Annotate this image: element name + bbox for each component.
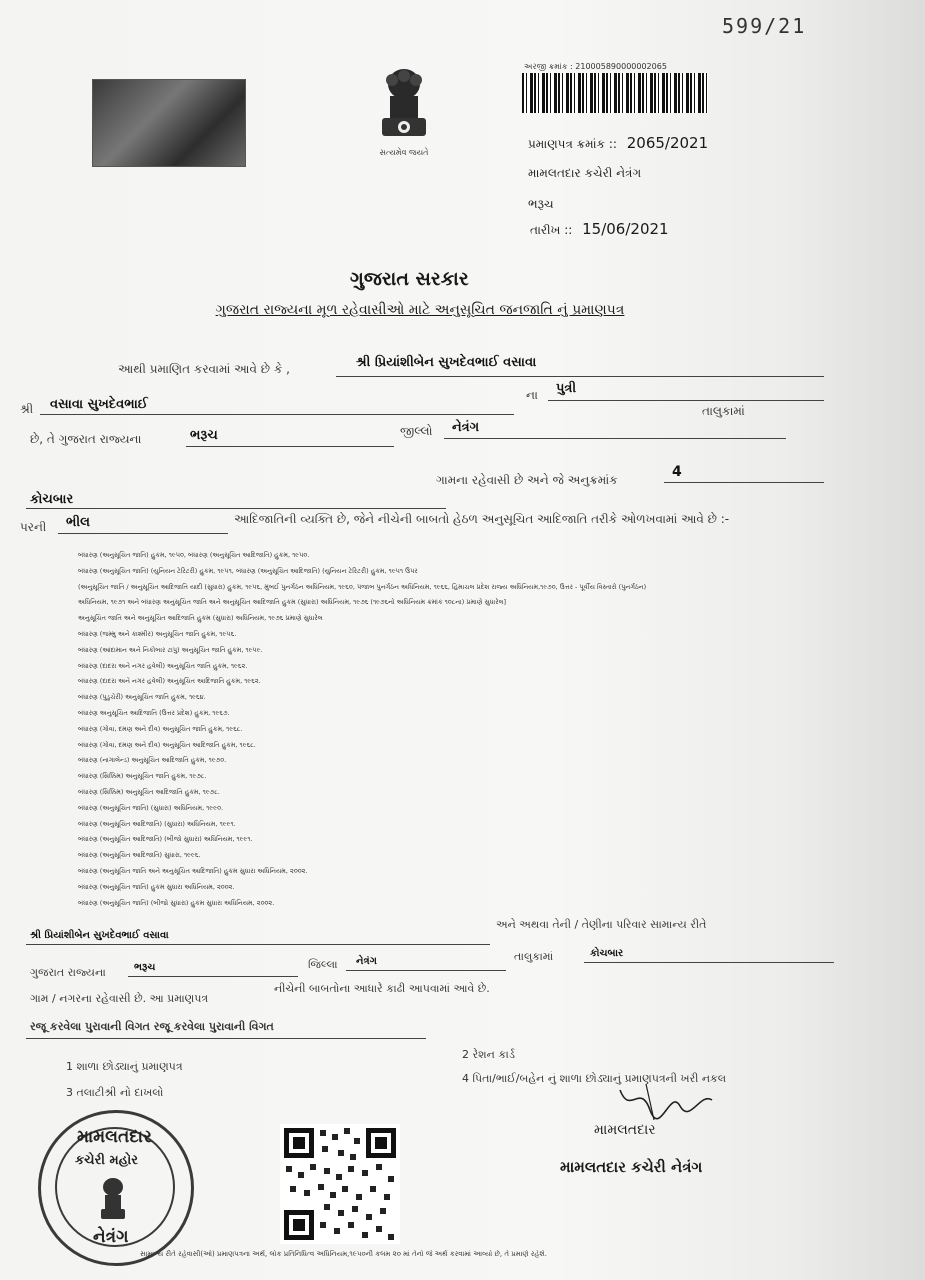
issue-date-label: તારીખ :: [530,223,573,237]
footer-note: સામાન્ય રીતે રહેવાસી(ઓ) પ્રમાણપત્રના અર્થ, લોક પ્રતિનિધિત્વ અધિનિયમ,૧૯૫૦ની કલમ ૨૦ માં તેનો જે અર્થ કરવામાં આવ્યો છે, તે પ્રમાણે રહેશે. [140,1250,547,1258]
act-item: બંધારણ (અનુસૂચિત જાતિ) (સુધારા) અધિનિયમ, ૧૯૯૦. [78,803,224,812]
act-item: બંધારણ (અનુસૂચિત જાતિ) (બીજો સુધારા) હુકમ સુધારા અધિનિયમ, ૨૦૦૨. [78,898,275,907]
stamp-text-middle: કચેરી મહોર [75,1153,138,1168]
office-stamp [38,1110,194,1266]
act-item: બંધારણ (આંદામાન અને નિકોબાર ટાપુ) અનુસૂચિત જાતિ હુકમ, ૧૯૫૯. [78,645,263,654]
act-item: બંધારણ (ગોવા, દમણ અને દીવ) અનુસૂચિત આદિજાતિ હુકમ, ૧૯૬૮. [78,740,256,749]
qr-code [280,1124,400,1244]
document-subtitle: ગુજરાત રાજ્યના મૂળ રહેવાસીઓ માટે અનુસૂચિત જનજાતિ નું પ્રમાણપત્ર [215,302,625,318]
serial-number: 4 [672,464,682,480]
cert-number-label: પ્રમાણપત્ર ક્રમાંક :: [528,137,617,151]
act-item: (અનુસૂચિત જાતિ / અનુસૂચિત આદિજાતિ યાદી (સુધારા) હુકમ, ૧૯૫૬, મુંબઈ પુનર્ગઠન અધિનિયમ, ૧૯૬૦, પંજાબ પુનર્ગઠન અધિનિયમ, ૧૯૬૬, હિમાચલ પ્રદેશ રાજ્ય અધિનિયમ,૧૯૭૦, ઉત્તર - પૂર્વીય વિસ્તારો (પુનર્ગઠન) [78,582,647,591]
body-taluka: નેત્રંગ [452,420,480,435]
act-item: બંધારણ (અનુસૂચિત આદિજાતિ) સુધારા, ૧૯૯૬. [78,851,201,860]
residence-text: ગામ / નગરના રહેવાસી છે. આ પ્રમાણપત્ર [30,992,209,1005]
father-name: વસાવા સુખદેવભાઈ [50,397,148,412]
document-item: 4 પિતા/ભાઈ/બહેન નું શાળા છોડ્યાનું પ્રમાણપત્રની ખરી નકલ [462,1072,727,1085]
na-label: ના [526,388,538,402]
family-text: અને અથવા તેની / તેણીના પરિવાર સામાન્ય રીતે [496,918,707,931]
lower-district: ભરૂચ [134,962,156,973]
applicant-photo [92,79,246,167]
lower-district-label: જિલ્લા [308,958,338,971]
issue-date-row [530,220,669,238]
act-item: બંધારણ (અનુસૂચિત જાતિ) હુકમ, ૧૯૫૦, બંધારણ (અનુસૂચિત આદિજાતિ) હુકમ, ૧૯૫૦. [78,551,310,559]
district-label: જીલ્લો [400,424,433,438]
acts-list [78,548,798,911]
act-item: બંધારણ (સિક્કિમ) અનુસૂચિત જાતિ હુકમ, ૧૯૭૮. [78,772,207,781]
body-district: ભરૂચ [190,428,218,443]
state-text: છે, તે ગુજરાત રાજ્યના [30,432,142,446]
act-item: અનુસૂચિત જાતિ અને અનુસૂચિત આદિજાતિ હુકમ (સુધારા) અધિનિયમ, ૧૯૭૬ પ્રમાણે સુધારેલ [78,614,323,623]
issue-date: 15/06/2021 [582,220,669,238]
village-text: ગામના રહેવાસી છે અને જે અનુક્રમાંક [436,473,618,487]
tribe-name: ભીલ [66,515,90,530]
taluka-label: તાલુકામાં [702,404,745,418]
issuing-office: મામલતદાર કચેરી નેત્રંગ [528,166,642,180]
act-item: બંધારણ (સિક્કિમ) અનુસૂચિત આદિજાતિ હુકમ, ૧૯૭૮. [78,787,220,796]
signature-icon [610,1080,720,1124]
basis-text: નીચેની બાબતોના આધારે કાઢી આપવામાં આવે છે. [274,982,490,995]
act-item: બંધારણ (અનુસૂચિત આદિજાતિ) (બીજો સુધારા) અધિનિયમ, ૧૯૯૧. [78,835,253,844]
village-name: કોચબાર [30,492,74,507]
document-item: 2 રેશન કાર્ડ [462,1048,515,1061]
lower-village: કોચબાર [590,948,624,959]
cert-number-row [528,134,708,152]
application-number: અરજી ક્રમાંક : 210005890000002065 [524,62,667,71]
lower-taluka: નેત્રંગ [356,956,377,967]
tribe-prefix: પરની [20,520,47,534]
act-item: બંધારણ (દાદરા અને નગર હવેલી) અનુસૂચિત આદિજાતિ હુકમ, ૧૯૬૨. [78,677,261,686]
act-item: બંધારણ (ગોવા, દમણ અને દીવ) અનુસૂચિત જાતિ હુકમ, ૧૯૬૮. [78,724,243,733]
shri-label: શ્રી [20,402,34,416]
stamp-text-bottom: નેત્રંગ [93,1227,129,1247]
signatory-office: મામલતદાર કચેરી નેત્રંગ [560,1158,703,1176]
stamp-text-top: મામલતદાર [77,1127,152,1147]
emblem-caption: સત્યમેવ જયતે [379,148,429,157]
act-item: બંધારણ (જમ્મુ અને કાશ્મીર) અનુસૂચિત જાતિ હુકમ, ૧૯૫૬. [78,629,237,638]
national-emblem-icon [368,64,440,156]
tribe-text: આદિજાતિની વ્યક્તિ છે, જેને નીચેની બાબતો હેઠળ અનુસૂચિત આદિજાતિ તરીકે ઓળખવામાં આવે છે :- [234,512,730,526]
document-title: ગુજરાત સરકાર [350,268,469,290]
act-item: બંધારણ (અનુસૂચિત આદિજાતિ) (સુધારા) અધિનિયમ, ૧૯૯૧. [78,819,236,828]
handwritten-reference: 599/21 [722,14,807,38]
document-item: 1 શાળા છોડ્યાનું પ્રમાણપત્ર [66,1060,183,1073]
holder-name: શ્રી પ્રિયાંશીબેન સુખદેવભાઈ વસાવા [356,355,537,370]
stamp-emblem-icon [93,1175,133,1223]
act-item: બંધારણ (પુડુચેરી) અનુસૂચિત જાતિ હુકમ, ૧૯૬૪. [78,693,206,702]
act-item: બંધારણ (અનુસૂચિત જાતિ અને અનુસૂચિત આદિજાતિ) હુકમ સુધારા અધિનિયમ, ૨૦૦૨. [78,866,308,875]
act-item: બંધારણ અનુસૂચિત આદિજાતિ (ઉત્તર પ્રદેશ) હુકમ, ૧૯૬૭. [78,708,230,717]
barcode [522,73,708,113]
relation: પુત્રી [556,381,577,396]
certified-text: આથી પ્રમાણિત કરવામાં આવે છે કે , [118,362,290,376]
signatory-title: મામલતદાર [594,1122,656,1138]
issuing-district: ભરૂચ [528,197,554,211]
state-label: ગુજરાત રાજ્યના [30,966,106,979]
lower-taluka-label: તાલુકામાં [514,950,554,963]
document-item: 3 તલાટીશ્રી નો દાખલો [66,1086,164,1099]
cert-number: 2065/2021 [626,134,709,152]
act-item: અધિનિયમ, ૧૯૭૧ અને બંધારણ અનુસૂચિત જાતિ અને અનુસૂચિત આદિજાતિ હુકમ (સુધારા) અધિનિયમ, ૧૯૭૬ (૧૯૭૬નો અધિનિયમ ક્રમાંક ૧૦૮ના) પ્રમાણે સુધારેલ] [78,598,507,607]
act-item: બંધારણ (અનુસૂચિત જાતિ) (યુનિયન ટેરિટરી) હુકમ, ૧૯૫૧, બંધારણ (અનુસૂચિત આદિજાતિ) (યુનિયન ટેરિટરી) હુકમ, ૧૯૫૧ ઉપર [78,566,418,575]
act-item: બંધારણ (અનુસૂચિત જાતિ) હુકમ સુધારા અધિનિયમ, ૨૦૦૨. [78,882,235,891]
act-item: બંધારણ (દાદરા અને નગર હવેલી) અનુસૂચિત જાતિ હુકમ, ૧૯૬૨. [78,661,248,670]
documents-heading: રજૂ કરવેલા પુરાવાની વિગત રજૂ કરવેલા પુરાવાની વિગત [30,1020,274,1033]
act-item: બંધારણ (નાગાલેન્ડ) અનુસૂચિત આદિજાતિ હુકમ, ૧૯૭૦. [78,756,227,765]
lower-holder-name: શ્રી પ્રિયાંશીબેન સુખદેવભાઈ વસાવા [30,930,169,941]
